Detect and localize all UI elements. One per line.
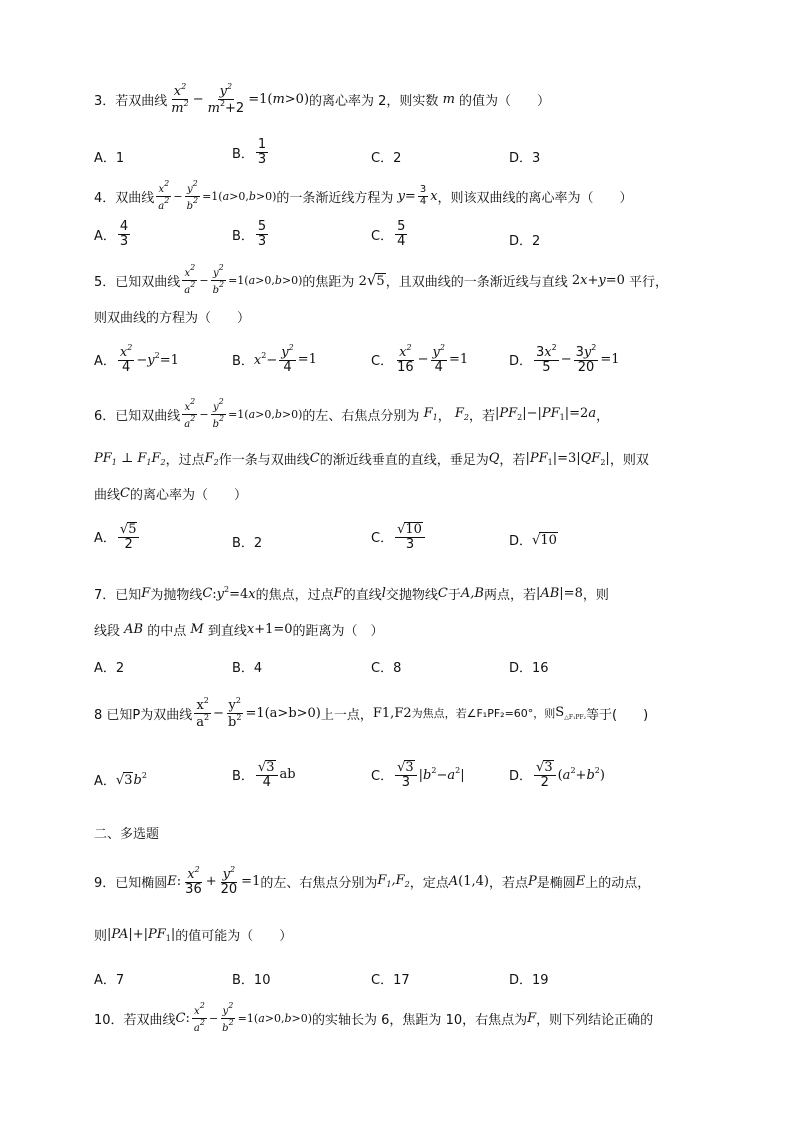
q9-option-a: A．7: [94, 973, 125, 988]
q8-option-b: B． $\frac{√3}{4}$ ab: [232, 760, 296, 790]
q4-option-d: D．2: [509, 234, 541, 249]
q3-frac-x: $\frac{x^2}{m^2}$: [171, 82, 189, 116]
question-9-line2: 则 $|PA|+|PF_1|$ 的值可能为（ ）: [94, 926, 293, 944]
question-6-line2: $PF_1$ ⊥ $F_1F_2$ ，过点 $F_2$ 作一条与双曲线 C 的渐近线垂直的直线，垂足为 Q ，若 $|PF_1|=3|QF_2|$ ，则双: [94, 450, 649, 468]
q9-option-b: B．10: [232, 973, 271, 988]
q3-frac-y: $\frac{y^2}{m^2+2}$: [207, 82, 245, 116]
q3-option-a: A．1: [94, 151, 125, 166]
q9-option-d: D．19: [509, 973, 549, 988]
q3-number: 3．若双曲线: [94, 93, 168, 109]
q5-option-d: D． $\frac{3x^2}{5}$ − $\frac{3y^2}{20}$ =1: [509, 343, 620, 375]
question-9: 9．已知椭圆 E : $\frac{x^2}{36}$ + $\frac{y^2}{20}$ =1 的左、右焦点分别为 $F_1,F_2$ ，定点 A(1,4) ，若点 P 是椭圆 E 上的动点，: [94, 865, 651, 897]
q5-option-a: A． $\frac{x^2}{4}$ $-y^2=1$: [94, 343, 179, 375]
q6-option-d: D． √10: [509, 532, 557, 549]
q4-option-c: C． $\frac{5}{4}$: [371, 219, 406, 249]
question-5: 5．已知双曲线 $\frac{x^2}{a^2}$ − $\frac{y^2}{b^2}$ =1(a>0,b>0) 的焦距为 2√5 ，且双曲线的一条渐近线与直线 2x+y=0 平行，: [94, 263, 669, 296]
section-heading: 二、多选题: [94, 827, 160, 842]
q6-option-c: C． $\frac{√10}{3}$: [371, 522, 427, 551]
q8-option-d: D． $\frac{√3}{2}$ $(a^2+b^2)$: [509, 760, 605, 790]
q3-tail: 的离心率为 2，则实数: [309, 93, 439, 109]
question-7-line2: 线段 AB 的中点 M 到直线 x+1=0 的距离为（ ）: [94, 622, 384, 639]
q6-option-b: B．2: [232, 536, 263, 551]
question-10: 10．若双曲线 C : $\frac{x^2}{a^2}$ − $\frac{y^2}{b^2}$ =1(a>0,b>0) 的实轴长为 6，焦距为 10，右焦点为 F ，则下列结论正确的: [94, 1001, 654, 1034]
q3-option-d: D．3: [509, 151, 541, 166]
question-6-line3: 曲线 C 的离心率为（ ）: [94, 486, 247, 503]
q4-option-a: A． $\frac{4}{3}$: [94, 219, 129, 249]
q3-option-c: C．2: [371, 151, 402, 166]
question-5-line2: 则双曲线的方程为（ ）: [94, 311, 251, 326]
question-8: 8 已知P为双曲线 $\frac{x^2}{a^2}$ − $\frac{y^2}{b^2}$ =1(a>b>0) 上一点， F1,F2 为焦点，若∠F₁PF₂=60°，则 $S_{\triangle F_1PF_2}$ 等于( ): [94, 696, 649, 730]
q3-option-b: B． $\frac{1}{3}$: [232, 137, 267, 167]
question-7: 7．已知 F 为抛物线 C $:y^2=4x$ 的焦点，过点 F 的直线 l 交抛物线 C 于 A,B 两点，若 |AB|=8 ，则: [94, 585, 609, 603]
question-4: 4．双曲线 $\frac{x^2}{a^2}$ − $\frac{y^2}{b^2}$ =1(a>0,b>0) 的一条渐近线方程为 y = $\frac{3}{4}$ x ，则该双曲线的离心率为（ ）: [94, 179, 633, 212]
question-3: 3．若双曲线 $\frac{x^2}{m^2}$ − $\frac{y^2}{m^2+2}$ =1(m>0) 的离心率为 2，则实数 m 的值为（ ）: [94, 82, 551, 116]
q8-option-c: C． $\frac{√3}{3}$ $|b^2-a^2|$: [371, 760, 465, 790]
q5-option-b: B． $x^2-$ $\frac{y^2}{4}$ =1: [232, 343, 317, 375]
q8-option-a: A． $√3b^2$: [94, 771, 147, 789]
q7-option-d: D．16: [509, 661, 549, 676]
question-6: 6．已知双曲线 $\frac{x^2}{a^2}$ − $\frac{y^2}{b^2}$ =1(a>0,b>0) 的左、右焦点分别为 $F_1$ ， $F_2$ ，若 $|PF_2|-|PF_1|=2a$ ，: [94, 397, 610, 430]
q7-option-a: A．2: [94, 661, 125, 676]
q6-option-a: A． $\frac{√5}{2}$: [94, 522, 141, 551]
q4-option-b: B． $\frac{5}{3}$: [232, 219, 267, 249]
q3-tail2: 的值为（ ）: [459, 93, 551, 109]
q7-option-c: C．8: [371, 661, 402, 676]
q5-option-c: C． $\frac{x^2}{16}$ − $\frac{y^2}{4}$ =1: [371, 343, 469, 375]
q7-option-b: B．4: [232, 661, 263, 676]
q9-option-c: C．17: [371, 973, 410, 988]
